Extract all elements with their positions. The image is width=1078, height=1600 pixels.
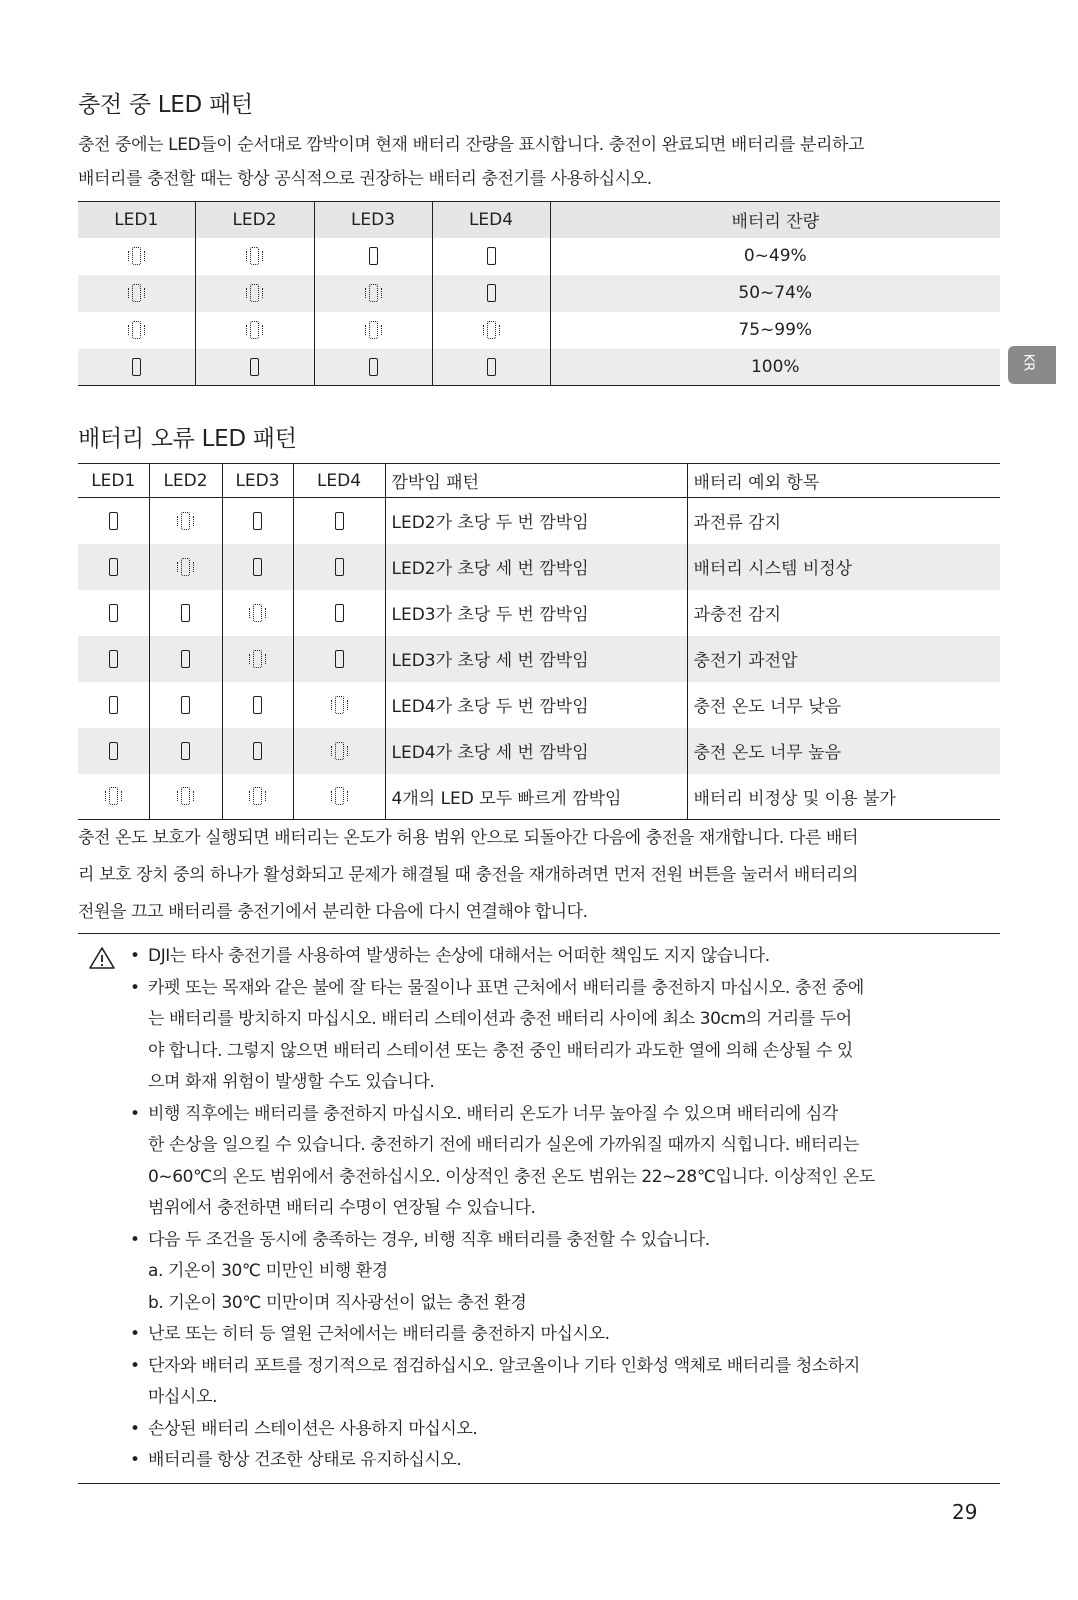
- led-cell: [314, 349, 432, 386]
- blink-pattern-cell: LED3가 초당 세 번 깜박임: [385, 636, 687, 682]
- table-row: [78, 544, 1000, 590]
- led-cell: [78, 590, 149, 636]
- led-off-icon: [109, 742, 118, 760]
- led-cell: [149, 774, 222, 820]
- led-blinking-icon: [253, 604, 262, 622]
- charging-description: [78, 128, 1000, 196]
- warning-line: 으며 화재 위험이 발생할 수도 있습니다.: [148, 1072, 435, 1092]
- led-off-icon: [109, 512, 118, 530]
- bullet: •: [130, 946, 140, 966]
- warning-item: [78, 1225, 1000, 1257]
- header-led3: LED3: [222, 464, 293, 498]
- warning-sub-item: b. 기온이 30℃ 미만이며 직사광선이 없는 충전 환경: [148, 1292, 527, 1313]
- section-title-charging-led: 충전 중 LED 패턴: [78, 92, 253, 118]
- led-cell: [78, 728, 149, 774]
- led-blinking-icon: [132, 321, 141, 339]
- table-row: [78, 774, 1000, 820]
- table-header-row: [78, 202, 1000, 238]
- led-blinking-icon: [132, 284, 141, 302]
- led-cell: [293, 682, 385, 728]
- led-off-icon: [181, 696, 190, 714]
- language-tab-label: KR: [1020, 353, 1036, 372]
- header-led2: LED2: [149, 464, 222, 498]
- warning-line: 난로 또는 히터 등 열원 근처에서는 배터리를 충전하지 마십시오.: [148, 1324, 610, 1344]
- led-off-icon: [335, 512, 344, 530]
- bullet: •: [130, 1103, 140, 1124]
- table-row: [78, 682, 1000, 728]
- led-off-icon: [253, 742, 262, 760]
- led-cell: [314, 312, 432, 349]
- led-cell: [222, 636, 293, 682]
- bullet: •: [130, 977, 140, 998]
- warning-item: [78, 1414, 1000, 1446]
- led-blinking-icon: [181, 512, 190, 530]
- warning-item: [78, 1319, 1000, 1351]
- warning-box: [78, 933, 1000, 1484]
- warning-item: [78, 941, 1000, 973]
- led-cell: [78, 774, 149, 820]
- led-off-icon: [253, 512, 262, 530]
- battery-issue-cell: 충전기 과전압: [687, 636, 1000, 682]
- led-cell: [78, 349, 195, 386]
- warning-line: 단자와 배터리 포트를 정기적으로 점검하십시오. 알코올이나 기타 인화성 액체로 배터리를 청소하지: [148, 1355, 860, 1376]
- table-row: [78, 498, 1000, 544]
- page-number: 29: [952, 1500, 978, 1524]
- language-tab: [1008, 346, 1056, 384]
- warning-line: 비행 직후에는 배터리를 충전하지 마십시오. 배터리 온도가 너무 높아질 수 있으며 배터리에 심각: [148, 1103, 838, 1124]
- led-cell: [314, 275, 432, 312]
- table-row: [78, 349, 1000, 386]
- led-cell: [78, 636, 149, 682]
- bullet: •: [130, 1355, 140, 1376]
- led-blinking-icon: [250, 247, 259, 265]
- protection-line-2: 리 보호 장치 중의 하나가 활성화되고 문제가 해결될 때 충전을 재개하려면 먼저 전원 버튼을 눌러서 배터리의: [78, 865, 859, 885]
- led-cell: [149, 544, 222, 590]
- battery-issue-cell: 충전 온도 너무 낮음: [693, 697, 842, 717]
- led-cell: [222, 682, 293, 728]
- battery-level-cell: 50~74%: [550, 275, 1000, 312]
- led-off-icon: [253, 558, 262, 576]
- led-off-icon: [250, 358, 259, 376]
- led-off-icon: [369, 358, 378, 376]
- led-cell: [432, 349, 550, 386]
- header-led1: LED1: [78, 202, 195, 238]
- led-blinking-icon: [335, 696, 344, 714]
- led-cell: [222, 544, 293, 590]
- battery-issue-cell: 과전류 감지: [693, 513, 782, 534]
- protection-line-1: 충전 온도 보호가 실행되면 배터리는 온도가 허용 범위 안으로 되돌아간 다음에 충전을 재개합니다. 다른 배터: [78, 828, 859, 848]
- warning-line: 한 손상을 일으킬 수 있습니다. 충전하기 전에 배터리가 실온에 가까워질 때까지 식힙니다. 배터리는: [148, 1135, 859, 1155]
- protection-description: [78, 820, 1000, 931]
- led-blinking-icon: [253, 650, 262, 668]
- led-blinking-icon: [181, 787, 190, 805]
- warning-line: 카펫 또는 목재와 같은 불에 잘 타는 물질이나 표면 근처에서 배터리를 충전하지 마십시오. 충전 중에: [148, 977, 864, 998]
- table-row: [78, 590, 1000, 636]
- battery-issue-cell: 충전 온도 너무 높음: [687, 728, 1000, 774]
- led-off-icon: [181, 604, 190, 622]
- header-led1: LED1: [78, 464, 149, 498]
- blink-pattern-cell: LED2가 초당 두 번 깜박임: [385, 498, 687, 544]
- table-row: [78, 238, 1000, 275]
- led-off-icon: [253, 696, 262, 714]
- warning-item: [78, 973, 1000, 1099]
- led-off-icon: [487, 284, 496, 302]
- blink-pattern-cell: LED3가 초당 두 번 깜박임: [385, 590, 687, 636]
- battery-level-cell: 100%: [550, 349, 1000, 386]
- warning-list: [78, 941, 1000, 1477]
- bullet: •: [130, 1324, 140, 1344]
- warning-sub-item: a. 기온이 30℃ 미만인 비행 환경: [148, 1261, 388, 1281]
- section-title-error-led: 배터리 오류 LED 패턴: [78, 426, 297, 452]
- led-off-icon: [181, 650, 190, 668]
- led-blinking-icon: [335, 742, 344, 760]
- header-led3: LED3: [314, 202, 432, 238]
- charging-led-table: [78, 201, 1000, 386]
- blink-pattern-cell: LED4가 초당 세 번 깜박임: [385, 728, 687, 774]
- led-cell: [195, 312, 314, 349]
- led-cell: [78, 238, 195, 275]
- warning-line: 다음 두 조건을 동시에 충족하는 경우, 비행 직후 배터리를 충전할 수 있습니다.: [148, 1229, 710, 1250]
- table-row: [78, 312, 1000, 349]
- led-off-icon: [132, 358, 141, 376]
- led-cell: [293, 498, 385, 544]
- led-blinking-icon: [250, 321, 259, 339]
- led-cell: [195, 275, 314, 312]
- blink-pattern-cell: LED4가 초당 두 번 깜박임: [385, 682, 687, 728]
- bullet: •: [130, 1418, 140, 1439]
- led-off-icon: [335, 604, 344, 622]
- led-cell: [293, 590, 385, 636]
- table-header-row: [78, 464, 1000, 498]
- table-row: [78, 275, 1000, 312]
- warning-line: 0~60℃의 온도 범위에서 충전하십시오. 이상적인 충전 온도 범위는 22~28℃입니다. 이상적인 온도: [148, 1166, 875, 1187]
- led-off-icon: [109, 696, 118, 714]
- warning-line: 범위에서 충전하면 배터리 수명이 연장될 수 있습니다.: [148, 1198, 536, 1218]
- led-cell: [222, 728, 293, 774]
- led-blinking-icon: [369, 284, 378, 302]
- led-cell: [78, 544, 149, 590]
- protection-line-3: 전원을 끄고 배터리를 충전기에서 분리한 다음에 다시 연결해야 합니다.: [78, 902, 588, 922]
- warning-line: 는 배터리를 방치하지 마십시오. 배터리 스테이션과 충전 배터리 사이에 최소 30cm의 거리를 두어: [148, 1009, 852, 1029]
- table-row: [78, 728, 1000, 774]
- led-off-icon: [335, 558, 344, 576]
- led-cell: [293, 728, 385, 774]
- led-blinking-icon: [335, 787, 344, 805]
- battery-level-cell: 75~99%: [738, 320, 813, 340]
- led-off-icon: [109, 604, 118, 622]
- header-blink-pattern: 깜박임 패턴: [385, 464, 687, 498]
- led-cell: [222, 498, 293, 544]
- header-led4: LED4: [432, 202, 550, 238]
- bullet: •: [130, 1229, 140, 1250]
- warning-item: [78, 1445, 1000, 1477]
- battery-issue-cell: 배터리 시스템 비정상: [687, 544, 1000, 590]
- led-cell: [432, 275, 550, 312]
- led-blinking-icon: [250, 284, 259, 302]
- led-cell: [149, 590, 222, 636]
- led-off-icon: [109, 650, 118, 668]
- led-cell: [149, 636, 222, 682]
- charging-description-line-2: 배터리를 충전할 때는 항상 공식적으로 권장하는 배터리 충전기를 사용하십시오.: [78, 169, 652, 189]
- led-off-icon: [335, 650, 344, 668]
- led-cell: [432, 312, 550, 349]
- led-cell: [293, 636, 385, 682]
- led-cell: [149, 498, 222, 544]
- header-battery-level: 배터리 잔량: [550, 202, 1000, 238]
- bullet: •: [130, 1450, 140, 1470]
- led-cell: [149, 682, 222, 728]
- led-blinking-icon: [369, 321, 378, 339]
- led-blinking-icon: [132, 247, 141, 265]
- led-off-icon: [181, 742, 190, 760]
- led-off-icon: [109, 558, 118, 576]
- led-cell: [222, 590, 293, 636]
- led-cell: [195, 349, 314, 386]
- led-cell: [293, 544, 385, 590]
- warning-item: [78, 1351, 1000, 1414]
- led-cell: [78, 682, 149, 728]
- led-blinking-icon: [253, 787, 262, 805]
- led-cell: [432, 238, 550, 275]
- led-cell: [78, 312, 195, 349]
- warning-item: [78, 1099, 1000, 1225]
- header-battery-issue: 배터리 예외 항목: [687, 464, 1000, 498]
- header-led2: LED2: [195, 202, 314, 238]
- led-cell: [314, 238, 432, 275]
- battery-issue-cell: 과충전 감지: [693, 605, 782, 625]
- led-blinking-icon: [487, 321, 496, 339]
- led-cell: [78, 498, 149, 544]
- led-cell: [222, 774, 293, 820]
- header-led4: LED4: [293, 464, 385, 498]
- led-off-icon: [487, 358, 496, 376]
- blink-pattern-cell: 4개의 LED 모두 빠르게 깜박임: [385, 774, 687, 820]
- led-blinking-icon: [181, 558, 190, 576]
- warning-line: 손상된 배터리 스테이션은 사용하지 마십시오.: [148, 1418, 478, 1439]
- warning-line: 마십시오.: [148, 1387, 218, 1407]
- led-off-icon: [487, 247, 496, 265]
- table-row: [78, 636, 1000, 682]
- battery-level-cell: 0~49%: [743, 246, 807, 266]
- led-cell: [149, 728, 222, 774]
- error-led-table: [78, 463, 1000, 820]
- led-cell: [195, 238, 314, 275]
- warning-line: DJI는 타사 충전기를 사용하여 발생하는 손상에 대해서는 어떠한 책임도 지지 않습니다.: [148, 946, 770, 966]
- led-cell: [293, 774, 385, 820]
- led-cell: [78, 275, 195, 312]
- warning-line: 배터리를 항상 건조한 상태로 유지하십시오.: [148, 1450, 462, 1470]
- battery-issue-cell: 배터리 비정상 및 이용 불가: [687, 774, 1000, 820]
- warning-line: 야 합니다. 그렇지 않으면 배터리 스테이션 또는 충전 중인 배터리가 과도한 열에 의해 손상될 수 있: [148, 1040, 853, 1061]
- led-blinking-icon: [109, 787, 118, 805]
- led-off-icon: [369, 247, 378, 265]
- blink-pattern-cell: LED2가 초당 세 번 깜박임: [385, 544, 687, 590]
- charging-description-line-1: 충전 중에는 LED들이 순서대로 깜박이며 현재 배터리 잔량을 표시합니다. 충전이 완료되면 배터리를 분리하고: [78, 135, 865, 155]
